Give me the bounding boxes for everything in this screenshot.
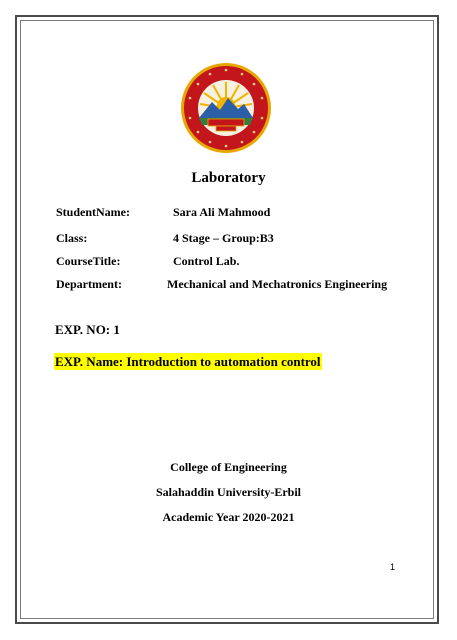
college-name: College of Engineering <box>170 460 287 474</box>
department-value: Mechanical and Mechatronics Engineering <box>167 277 388 291</box>
class-value: 4 Stage – Group:B3 <box>173 231 274 245</box>
university-seal-logo <box>180 62 272 154</box>
student-value: Sara Ali Mahmood <box>173 205 271 219</box>
course-value: Control Lab. <box>173 254 240 268</box>
department-label: Department: <box>56 277 122 291</box>
course-label: CourseTitle: <box>56 254 121 268</box>
page-title: Laboratory <box>191 170 266 186</box>
experiment-number: EXP. NO: 1 <box>55 322 120 337</box>
academic-year: Academic Year 2020-2021 <box>162 510 295 524</box>
page-number: 1 <box>390 562 396 572</box>
experiment-name: EXP. Name: Introduction to automation control <box>55 354 321 369</box>
student-label: StudentName: <box>56 205 130 219</box>
university-name: Salahaddin University-Erbil <box>155 485 302 499</box>
class-label: Class: <box>56 231 88 245</box>
